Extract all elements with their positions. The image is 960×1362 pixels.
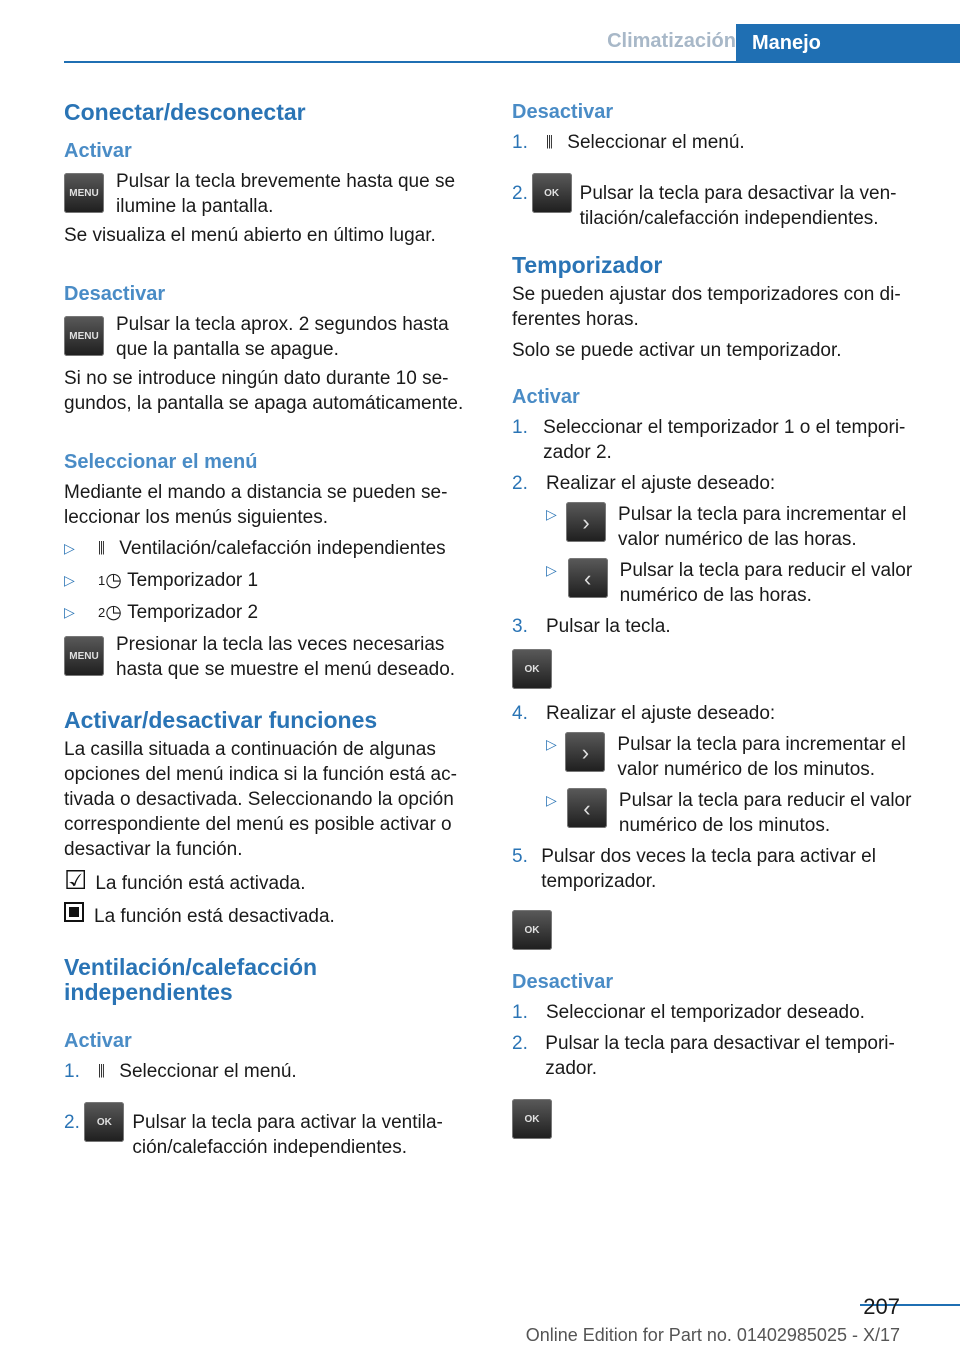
ok-key-icon: OK: [512, 1099, 552, 1139]
subheading: Activar: [512, 386, 580, 408]
steps-list: [512, 415, 932, 950]
section-title: Temporizador: [512, 252, 663, 278]
subheading: Seleccionar el menú: [64, 451, 258, 473]
paragraph: Se pueden ajustar dos temporizadores con diferentes horas.: [512, 284, 901, 330]
tab-climatizacion[interactable]: Climatización: [607, 30, 736, 52]
list-item: 3. Pulsar la tecla.: [512, 616, 671, 637]
sub-item: ▷ ‹ Pulsar la tecla para reducir el valor numérico de las horas.: [546, 560, 913, 606]
ok-key-icon: OK: [532, 173, 572, 213]
steps-list: [64, 1059, 479, 1160]
paragraph: Se visualiza el menú abierto en último lugar.: [64, 225, 436, 246]
page-header: [0, 24, 960, 62]
triangle-bullet-icon: ▷: [546, 792, 557, 808]
timer-icon: ◷: [105, 570, 122, 591]
steps-list: [512, 130, 932, 231]
ok-key-icon: OK: [512, 649, 552, 689]
chevron-right-icon: ›: [566, 502, 606, 542]
fan-icon: ⫼: [546, 134, 553, 151]
status-on: ☑ La función está activada.: [64, 865, 306, 895]
ok-key-row: [512, 1099, 932, 1139]
subheading: Activar: [64, 140, 132, 162]
ok-key-row: [512, 910, 932, 950]
menu-key-icon: MENU: [64, 173, 104, 213]
ok-key-icon: OK: [512, 910, 552, 950]
sub-item: ▷ ‹ Pulsar la tecla para reducir el valor numérico de los minutos.: [546, 790, 912, 836]
menu-key-block: [64, 312, 479, 362]
sub-item: ▷ › Pulsar la tecla para incrementar el valor numérico de los minutos.: [546, 734, 906, 780]
list-item: ▷ ⫼ Ventilación/calefacción independientes: [64, 538, 446, 559]
list-item: ▷ 1 ◷ Temporizador 1: [64, 570, 259, 591]
section-title: Conectar/desconectar: [64, 99, 306, 125]
paragraph: Si no se introduce ningún dato durante 10 segundos, la pantalla se apaga automáticamente.: [64, 368, 464, 414]
triangle-bullet-icon: ▷: [546, 736, 557, 752]
right-column: [512, 100, 932, 1139]
menu-key-icon: MENU: [64, 316, 104, 356]
chevron-right-icon: ›: [565, 732, 605, 772]
list-item: 1. Seleccionar el temporizador deseado.: [512, 1002, 865, 1023]
menu-key-block: [64, 169, 479, 219]
section-title: Activar/desactivar funciones: [64, 707, 378, 733]
chevron-left-icon: ‹: [568, 558, 608, 598]
paragraph: Pulsar la tecla brevemente hasta que se ilumine la pantalla.: [116, 171, 456, 217]
ok-key-icon: OK: [84, 1102, 124, 1142]
page-number: 207: [863, 1294, 900, 1319]
list-item: 5. Pulsar dos veces la tecla para activar el temporizador.: [512, 846, 876, 892]
triangle-bullet-icon: ▷: [64, 604, 75, 620]
list-item: 1. Seleccionar el temporizador 1 o el temporizador 2.: [512, 417, 906, 463]
list-item: 2. Pulsar la tecla para desactivar el temporizador.: [512, 1033, 895, 1079]
list-item: 4. Realizar el ajuste deseado:: [512, 703, 776, 724]
list-item: 2. Realizar el ajuste deseado:: [512, 473, 776, 494]
menu-list: [64, 536, 479, 625]
list-item: 1. ⫼ Seleccionar el menú.: [64, 1061, 297, 1082]
menu-key-block: [64, 632, 479, 682]
status-off: La función está desactivada.: [64, 902, 479, 929]
steps-list: [512, 1000, 932, 1139]
paragraph: Mediante el mando a distancia se pueden seleccionar los menús siguientes.: [64, 482, 448, 528]
fan-icon: ⫼: [98, 540, 105, 557]
list-item: 2. OK Pulsar la tecla para desactivar la ventilación/calefacción independientes.: [512, 169, 932, 231]
paragraph: Pulsar la tecla aprox. 2 segundos hasta que la pantalla se apague.: [116, 314, 449, 360]
edition-footer: Online Edition for Part no. 01402985025 - X/17: [525, 1325, 900, 1345]
triangle-bullet-icon: ▷: [546, 562, 557, 578]
header-rule: [64, 61, 960, 63]
checkbox-icon: [64, 902, 84, 922]
subheading: Desactivar: [512, 101, 614, 123]
tab-manejo[interactable]: Manejo: [736, 24, 960, 62]
triangle-bullet-icon: ▷: [64, 572, 75, 588]
list-item: 2. OK Pulsar la tecla para activar la ventilación/calefacción independientes.: [64, 1098, 479, 1160]
left-column: [64, 100, 479, 1160]
subheading: Desactivar: [512, 971, 614, 993]
paragraph: Presionar la tecla las veces necesarias hasta que se muestre el menú deseado.: [116, 634, 456, 680]
timer-icon: ◷: [105, 602, 122, 623]
subheading: Activar: [64, 1030, 132, 1052]
triangle-bullet-icon: ▷: [546, 506, 557, 522]
section-title: Ventilación/calefacción independientes: [64, 954, 318, 1005]
paragraph: La casilla situada a continuación de algunas opciones del menú indica si la función está activada o desactivada. Seleccionando la opción correspondiente del menú es posible activar o desactivar la función.: [64, 739, 457, 860]
triangle-bullet-icon: ▷: [64, 540, 75, 556]
list-item: 1. ⫼ Seleccionar el menú.: [512, 132, 745, 153]
ok-key-row: [512, 649, 932, 689]
list-item: ▷ 2 ◷ Temporizador 2: [64, 602, 259, 623]
paragraph: Solo se puede activar un temporizador.: [512, 340, 842, 361]
chevron-left-icon: ‹: [567, 788, 607, 828]
checkmark-icon: ☑: [64, 865, 88, 895]
menu-key-icon: MENU: [64, 636, 104, 676]
sub-item: ▷ › Pulsar la tecla para incrementar el valor numérico de las horas.: [546, 504, 907, 550]
fan-icon: ⫼: [98, 1063, 105, 1080]
subheading: Desactivar: [64, 283, 166, 305]
